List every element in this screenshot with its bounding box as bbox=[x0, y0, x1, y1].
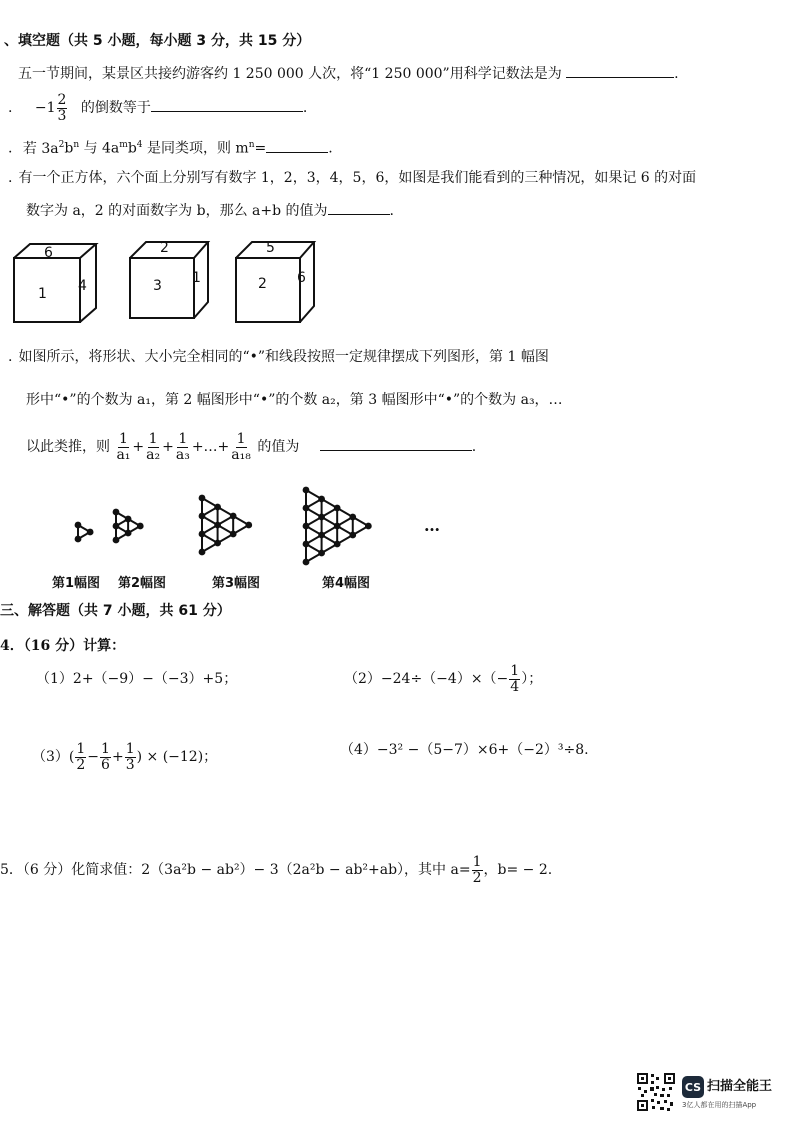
answer-blank-4[interactable] bbox=[328, 200, 390, 215]
figure-caption-1: 第1幅图 bbox=[52, 576, 101, 591]
dot bbox=[214, 540, 221, 547]
section-title: 三、解答题（共 7 小题，共 61 分） bbox=[0, 603, 231, 619]
cube-views bbox=[10, 236, 340, 328]
dot bbox=[318, 532, 325, 539]
dot bbox=[303, 523, 310, 530]
dot bbox=[113, 509, 120, 516]
figure-caption-4: 第4幅图 bbox=[322, 576, 371, 591]
answer-blank-2[interactable] bbox=[151, 97, 303, 112]
dot bbox=[125, 530, 132, 537]
dot bbox=[349, 532, 356, 539]
dot bbox=[303, 541, 310, 548]
figure-4 bbox=[303, 487, 372, 566]
dot bbox=[75, 522, 82, 529]
cube-3-front-number: 2 bbox=[258, 276, 267, 292]
question-14-head: 4．（16 分）计算： bbox=[0, 638, 126, 654]
cube-3-top-number: 5 bbox=[266, 240, 275, 256]
question-2: . −1 $\frac{2}{3}$ 的倒数等于 . bbox=[8, 91, 308, 124]
dot bbox=[303, 505, 310, 512]
dot bbox=[137, 523, 144, 530]
dot bbox=[75, 536, 82, 543]
dot bbox=[334, 505, 341, 512]
dot bbox=[113, 523, 120, 530]
figure-3 bbox=[199, 495, 253, 556]
dot bbox=[303, 487, 310, 494]
question-14-part-1: （1）2+（−9）−（−3）+5； bbox=[36, 671, 238, 687]
question-5-line-3: 以此类推，则 $\frac{1}{\text{a₁}}$ + $\frac{1}{\text{a₂}}$ + $\frac{1}{\text{a₃}}$ +…+ $\frac{1}{\text{a₁₈}}$ 的值为 . bbox=[26, 430, 477, 463]
dot bbox=[334, 523, 341, 530]
cube-1-top-number: 6 bbox=[44, 245, 53, 261]
figure-caption-2: 第2幅图 bbox=[118, 576, 167, 591]
dot bbox=[199, 531, 206, 538]
question-4-line-1: . 有一个正方体，六个面上分别写有数字 1，2，3，4，5，6，如图是我们能看到的三种情况，如果记 6 的对面 bbox=[8, 170, 697, 186]
cube-1-front-number: 1 bbox=[38, 286, 47, 302]
question-5-line-2: 形中“•”的个数为 a₁，第 2 幅图形中“•”的个数 a₂，第 3 幅图形中“•”的个数为 a₃，… bbox=[26, 392, 563, 408]
figure-2 bbox=[113, 509, 144, 544]
dot bbox=[87, 529, 94, 536]
dot bbox=[199, 549, 206, 556]
question-1-text: 五一节期间，某景区共接约游客约 1 250 000 人次，将“1 250 000”用科学记数法是为 bbox=[18, 66, 562, 82]
more-figures-ellipsis: … bbox=[424, 516, 440, 535]
figure-caption-3: 第3幅图 bbox=[212, 576, 261, 591]
dot bbox=[318, 496, 325, 503]
cube-2-front-number: 3 bbox=[153, 278, 162, 294]
dot bbox=[318, 514, 325, 521]
question-1: 五一节期间，某景区共接约游客约 1 250 000 人次，将“1 250 000”用科学记数法是为 . bbox=[18, 63, 679, 84]
section-title: 、填空题（共 5 小题，每小题 3 分，共 15 分） bbox=[4, 33, 311, 49]
dot-triangle-figures bbox=[60, 482, 450, 568]
dot bbox=[334, 541, 341, 548]
cube-3-side-number: 6 bbox=[297, 270, 306, 286]
brand-tagline: 3亿人都在用的扫描App bbox=[682, 1101, 757, 1109]
cube-1-side-number: 4 bbox=[78, 278, 87, 294]
dot bbox=[199, 513, 206, 520]
question-15: 5．（6 分）化简求值：2（3a²b − ab²）− 3（2a²b − ab²+ab），其中 a= $\frac{1}{2}$ ，b= − 2. bbox=[0, 853, 553, 886]
cube-2-side-number: 1 bbox=[192, 270, 201, 286]
dot bbox=[125, 516, 132, 523]
dot bbox=[303, 559, 310, 566]
dot bbox=[113, 537, 120, 544]
dot bbox=[318, 550, 325, 557]
question-14-part-2: （2）−24÷（−4）×（− $\frac{1}{4}$ ）； bbox=[344, 662, 543, 695]
question-3: . 若 $3a^2b^n$ 与 $4a^mb^4$ 是同类项，则 $m^n=$ . bbox=[8, 135, 333, 159]
brand-name: 扫描全能王 bbox=[707, 1079, 773, 1094]
dot bbox=[214, 522, 221, 529]
answer-blank-1[interactable] bbox=[566, 63, 674, 78]
question-4-line-2: 数字为 a，2 的对面数字为 b，那么 a+b 的值为 . bbox=[26, 200, 394, 221]
answer-blank-3[interactable] bbox=[266, 138, 328, 153]
dot bbox=[214, 504, 221, 511]
dot bbox=[230, 513, 237, 520]
dot bbox=[230, 531, 237, 538]
dot bbox=[199, 495, 206, 502]
question-14-part-4: （4）−3² −（5−7）×6+（−2）³÷8. bbox=[340, 742, 589, 758]
fraction: $\frac{2}{3}$ bbox=[57, 91, 67, 124]
qr-code bbox=[636, 1072, 676, 1112]
dot bbox=[365, 523, 372, 530]
dot bbox=[245, 522, 252, 529]
dot bbox=[349, 514, 356, 521]
cube-2-top-number: 2 bbox=[160, 240, 169, 256]
answer-blank-5[interactable] bbox=[320, 436, 472, 451]
question-14-part-3: （3）( $\frac{1}{2}$ − $\frac{1}{6}$ + $\frac{1}{3}$ ) × (−12)； bbox=[32, 740, 218, 773]
camscanner-logo-icon: CS bbox=[682, 1076, 704, 1098]
question-5-line-1: . 如图所示，将形状、大小完全相同的“•”和线段按照一定规律摆成下列图形，第 1 幅图 bbox=[8, 349, 549, 365]
figure-1 bbox=[75, 522, 94, 543]
